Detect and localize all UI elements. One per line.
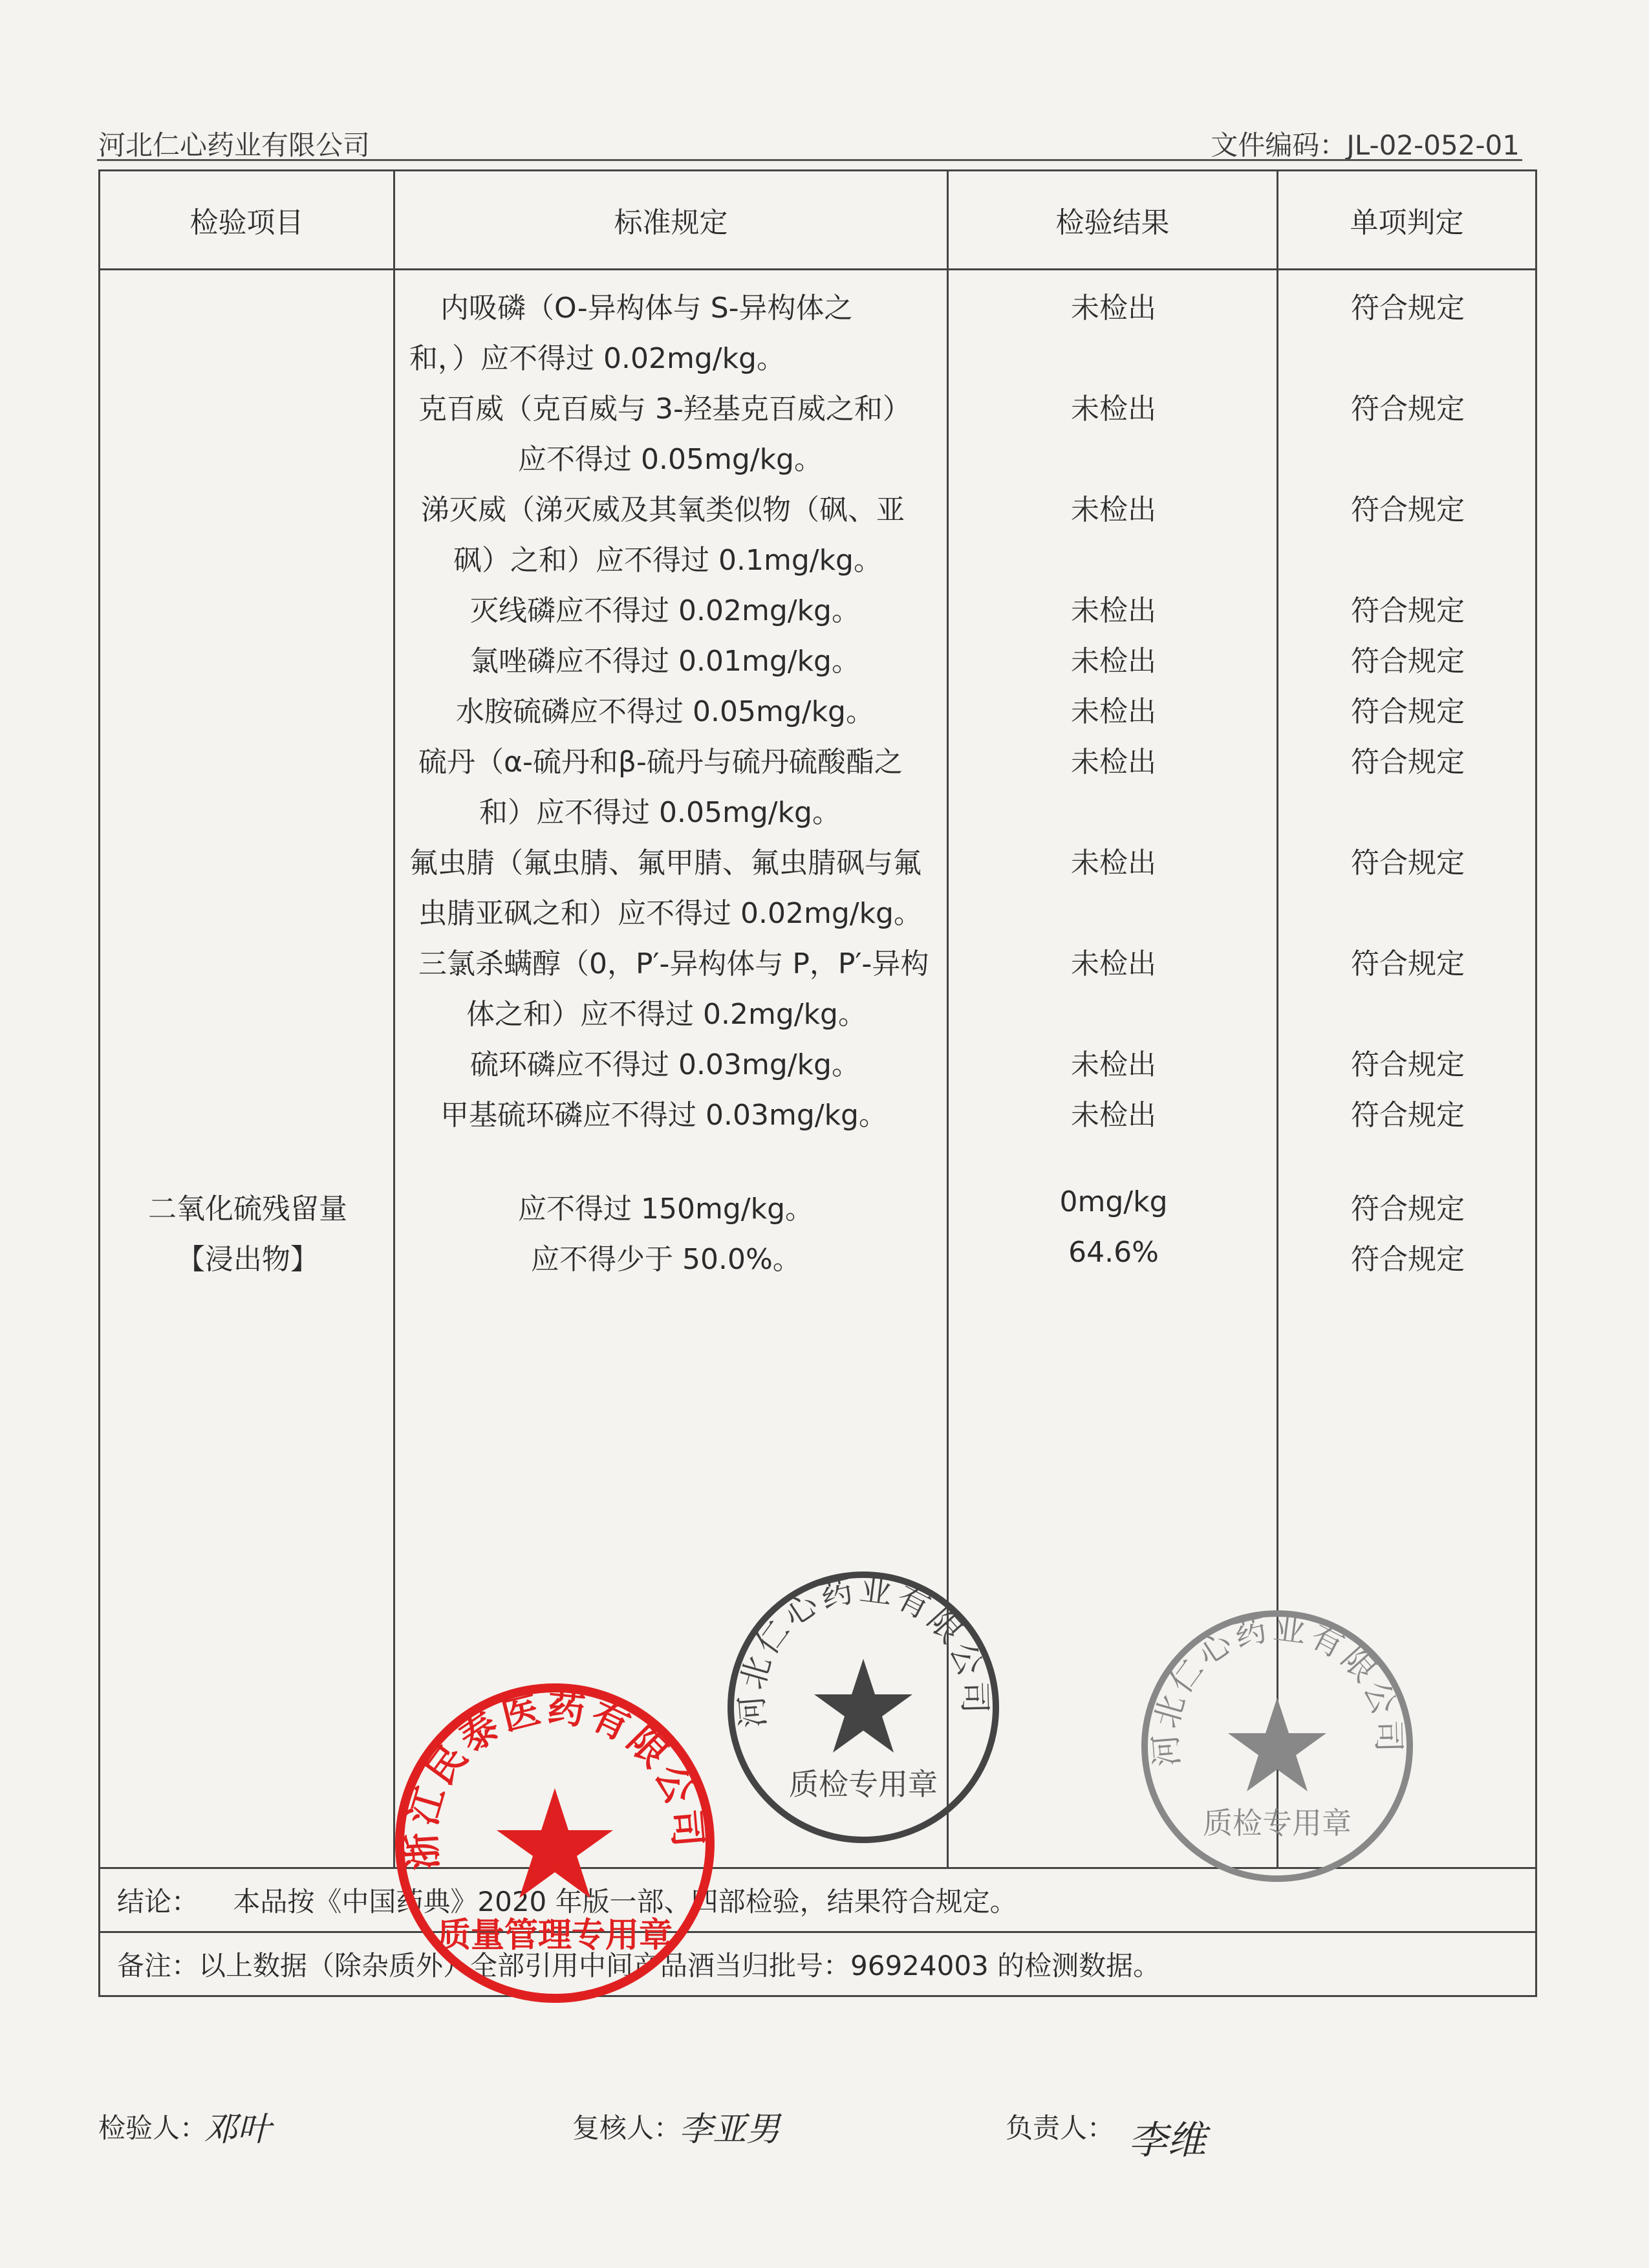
judgement-value: 符合规定: [1351, 1193, 1465, 1226]
stamp-org-text: 河北仁心药业有限公司: [1146, 1609, 1408, 1768]
judgement-value: 符合规定: [1351, 292, 1465, 325]
spec-line: 克百威（克百威与 3-羟基克百威之和）: [418, 393, 911, 426]
spec-line: 灭线磷应不得过 0.02mg/kg。: [470, 594, 860, 627]
judgement-value: 符合规定: [1351, 645, 1465, 678]
result-value: 未检出: [1071, 695, 1156, 728]
reviewer-signature: 李亚男: [679, 2110, 781, 2149]
item-column-body: [100, 270, 394, 1868]
spec-line: 涕灭威（涕灭威及其氧类似物（砜、亚: [421, 493, 905, 526]
spec-line: 内吸磷（O-异构体与 S-异构体之: [440, 292, 853, 325]
spec-line: 应不得少于 50.0%。: [531, 1243, 801, 1276]
red-quality-stamp: [387, 1675, 723, 2011]
spec-line: 体之和）应不得过 0.2mg/kg。: [466, 998, 867, 1031]
remark-text: 备注：以上数据（除杂质外）全部引用中间产品酒当归批号：96924003 的检测数据。: [117, 1950, 1161, 1982]
column-header-judgement: 单项判定: [1278, 171, 1536, 270]
company-name: 河北仁心药业有限公司: [98, 129, 371, 161]
judgement-value: 符合规定: [1351, 393, 1465, 426]
result-value: 未检出: [1071, 947, 1156, 980]
result-value: 未检出: [1071, 1048, 1156, 1081]
responsible-signature: 李维: [1128, 2118, 1206, 2163]
judgement-value: 符合规定: [1351, 695, 1465, 728]
stamp-purpose-text: 质检专用章: [789, 1767, 938, 1802]
result-value: 未检出: [1071, 292, 1156, 325]
star-icon: [497, 1788, 613, 1898]
spec-line: 三氯杀螨醇（0，P′-异构体与 P，P′-异构: [418, 947, 929, 980]
judgement-value: 符合规定: [1351, 594, 1465, 627]
stamp-purpose-text: 质检专用章: [1203, 1806, 1352, 1841]
grey-inspection-stamp: [721, 1565, 1006, 1850]
judgement-value: 符合规定: [1351, 947, 1465, 980]
star-icon: [814, 1659, 912, 1753]
spec-line: 砜）之和）应不得过 0.1mg/kg。: [453, 544, 882, 577]
result-value: 未检出: [1071, 393, 1156, 426]
faded-inspection-stamp: [1135, 1604, 1419, 1888]
spec-line: 虫腈亚砜之和）应不得过 0.02mg/kg。: [418, 897, 922, 930]
conclusion-label: 结论：: [117, 1886, 199, 1917]
spec-line: 甲基硫环磷应不得过 0.03mg/kg。: [440, 1099, 887, 1132]
reviewer-label: 复核人：: [572, 2112, 682, 2144]
column-header-standard: 标准规定: [394, 171, 948, 270]
column-header-item: 检验项目: [100, 171, 394, 270]
star-icon: [1228, 1698, 1326, 1791]
inspector-signature: 邓叶: [204, 2110, 272, 2149]
spec-line: 和）应不得过 0.05mg/kg。: [479, 796, 841, 829]
spec-line: 和，）应不得过 0.02mg/kg。: [409, 342, 785, 375]
spec-line: 氟虫腈（氟虫腈、氟甲腈、氟虫腈砜与氟: [409, 847, 921, 880]
responsible-label: 负责人：: [1006, 2112, 1115, 2144]
spec-line: 氯唑磷应不得过 0.01mg/kg。: [470, 645, 860, 678]
spec-line: 硫丹（α-硫丹和β-硫丹与硫丹硫酸酯之: [418, 746, 903, 779]
item-name: 二氧化硫残留量: [148, 1193, 347, 1226]
judgement-value: 符合规定: [1351, 746, 1465, 779]
result-value: 64.6%: [1068, 1236, 1159, 1269]
item-name: 【浸出物】: [177, 1243, 319, 1276]
stamp-org-text: 浙江民泰医药有限公司: [399, 1685, 711, 1872]
inspector-label: 检验人：: [98, 2112, 208, 2144]
judgement-value: 符合规定: [1351, 1048, 1465, 1081]
judgement-value: 符合规定: [1351, 847, 1465, 880]
remark-row: [100, 1932, 1536, 1996]
result-value: 未检出: [1071, 847, 1156, 880]
spec-line: 应不得过 150mg/kg。: [518, 1193, 814, 1226]
result-value: 未检出: [1071, 746, 1156, 779]
stamp-purpose-text: 质量管理专用章: [436, 1916, 673, 1955]
document-number: 文件编码：JL-02-052-01: [1211, 129, 1520, 161]
spec-line: 应不得过 0.05mg/kg。: [518, 443, 823, 476]
spec-line: 水胺硫磷应不得过 0.05mg/kg。: [456, 695, 874, 728]
result-value: 未检出: [1071, 1099, 1156, 1132]
result-value: 未检出: [1071, 594, 1156, 627]
stamp-org-text: 河北仁心药业有限公司: [732, 1570, 994, 1729]
judgement-value: 符合规定: [1351, 1099, 1465, 1132]
judgement-value: 符合规定: [1351, 1243, 1465, 1276]
result-value: 未检出: [1071, 645, 1156, 678]
column-header-result: 检验结果: [948, 171, 1278, 270]
result-value: 未检出: [1071, 493, 1156, 526]
header-divider: [97, 159, 1522, 161]
conclusion-text: 本品按《中国药典》2020 年版一部、四部检验，结果符合规定。: [233, 1886, 1017, 1917]
judgement-value: 符合规定: [1351, 493, 1465, 526]
spec-line: 硫环磷应不得过 0.03mg/kg。: [470, 1048, 860, 1081]
result-value: 0mg/kg: [1059, 1185, 1168, 1218]
